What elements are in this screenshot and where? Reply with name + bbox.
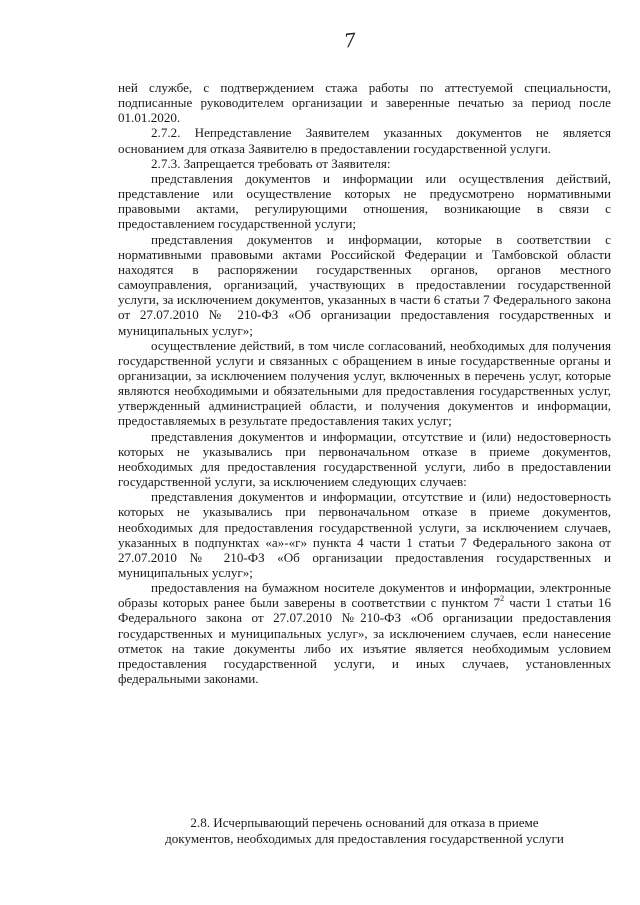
paragraph-subitem: представления документов и информации, отсутствие и (или) недостоверность которых не указывались при первоначальном отказе в приеме документов, необходимых для предоставления государственной услуги, за исключением случаев, указанных в подпунктах «а»-«г» пункта 4 части 1 статьи 7 Федерального закона от 27.07.2010 № 210-ФЗ «Об организации предоставления государственных и муниципальных услуг»; xyxy=(118,489,611,580)
paragraph-item: представления документов и информации или осуществления действий, представление или осуществление которых не предусмотрено нормативными правовыми актами, регулирующими отношения, возникающие в связи с предоставлением государственной услуги; xyxy=(118,170,611,232)
paragraph-2-7-2: 2.7.2. Непредставление Заявителем указанных документов не является основанием для отказа Заявителю в предоставлении государственной услуги. xyxy=(118,125,611,156)
section-heading-line-1: 2.8. Исчерпывающий перечень оснований для отказа в приеме xyxy=(190,815,539,830)
paragraph-item: представления документов и информации, которые в соответствии с нормативными правовыми актами Российской Федерации и Тамбовской области находятся в распоряжении государственных органов, органов местного самоуправления, организаций, участвующих в предоставлении государственной услуги, за исключением документов, указанных в части 6 статьи 7 Федерального закона от 27.07.2010 № 210-ФЗ «Об организации предоставления государственных и муниципальных услуг»; xyxy=(118,231,611,338)
section-heading-line-2: документов, необходимых для предоставления государственной услуги xyxy=(165,830,564,846)
paragraph-subitem-paper xyxy=(118,580,611,686)
page-number: 7 xyxy=(342,29,358,53)
paragraph-2-7-3: 2.7.3. Запрещается требовать от Заявителя: xyxy=(151,155,391,171)
paragraph-item: осуществление действий, в том числе согласований, необходимых для получения государственной услуги и связанных с обращением в иные государственные органы и организации, за исключением получения услуг, включенных в перечень услуг, которые являются необходимыми и обязательными для предоставления государственных услуг, утвержденный администрацией области, и получения документов и информации, предоставляемых в результате предоставления таких услуг; xyxy=(118,337,611,429)
document-body xyxy=(118,80,611,686)
paragraph-continuation: ней службе, с подтверждением стажа работы по аттестуемой специальности, подписанные руководителем организации и заверенные печатью за период после 01.01.2020. xyxy=(118,80,611,126)
superscript-mark: 2 xyxy=(500,594,505,604)
paragraph-text-before-superscript: предоставления на бумажном носителе документов и информации, электронные образы которых ранее были заверены в соответствии с пунктом 7 xyxy=(118,580,611,611)
section-heading-2-8 xyxy=(118,815,611,846)
paragraph-text-after-superscript: части 1 статьи 16 Федерального закона от 27.07.2010 №210-ФЗ «Об организации предоставления государственных и муниципальных услуг», за исключением случаев, если нанесение отметок на такие документы либо их изъятие является необходимым условием предоставления государственной услуги, и иных случаев, установленных федеральными законами. xyxy=(118,595,611,687)
paragraph-item: представления документов и информации, отсутствие и (или) недостоверность которых не указывались при первоначальном отказе в приеме документов, необходимых для предоставления государственной услуги, либо в предоставлении государственной услуги, за исключением следующих случаев: xyxy=(118,428,611,490)
